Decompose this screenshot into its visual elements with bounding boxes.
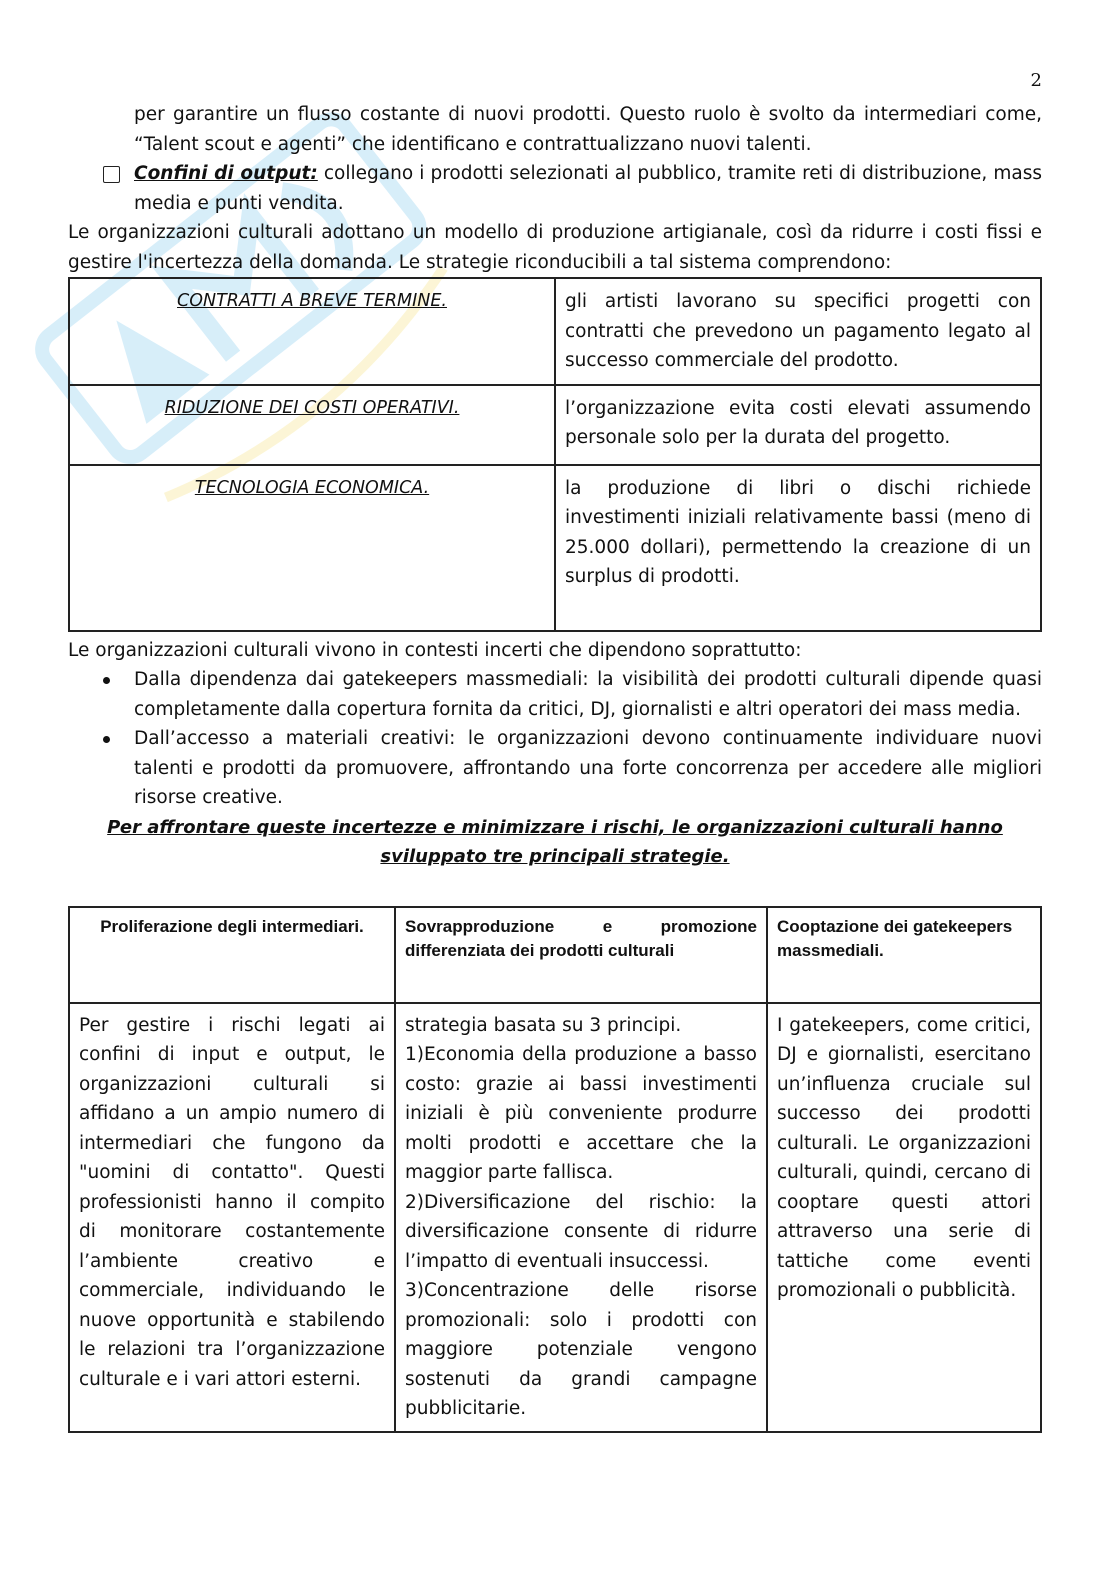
intro-continuation: per garantire un flusso costante di nuovi prodotti. Questo ruolo è svolto da intermediari come, “Talent scout e agenti” che identificano e contrattualizzano nuovi talenti. (134, 104, 1042, 155)
list-item (134, 665, 1042, 724)
table-row (69, 465, 1041, 631)
strategy-name: CONTRATTI A BREVE TERMINE. (69, 278, 555, 385)
table-row (69, 278, 1041, 385)
header-intermediaries: Proliferazione degli intermediari. (69, 907, 395, 1003)
production-model-paragraph: Le organizzazioni culturali adottano un modello di produzione artigianale, così da ridurre i costi fissi e gestire l'incertezza della domanda. Le strategie riconducibili a tal sistema comprendono: (68, 222, 1042, 273)
main-strategies-table (68, 906, 1042, 1433)
bullet-text: Dall’accesso a materiali creativi: le organizzazioni devono continuamente individuare nuovi talenti e prodotti da promuovere, affrontando una forte concorrenza per accedere alle migliori risorse creative. (134, 728, 1042, 808)
bullet-icon (103, 677, 110, 684)
strategy-name: TECNOLOGIA ECONOMICA. (69, 465, 555, 631)
principle-line: 3)Concentrazione delle risorse promozionali: solo i prodotti con maggiore potenziale vengono sostenuti da grandi campagne pubblicitarie. (405, 1280, 757, 1419)
output-boundaries-item (134, 159, 1042, 218)
cell-cooptation: I gatekeepers, come critici, DJ e giornalisti, esercitano un’influenza cruciale sul successo dei prodotti culturali. Le organizzazioni culturali, quindi, cercano di cooptare questi attori attraverso una serie di tattiche come eventi promozionali o pubblicità. (767, 1003, 1041, 1432)
bullet-text: Dalla dipendenza dai gatekeepers massmediali: la visibilità dei prodotti culturali dipende quasi completamente dalla copertura fornita da critici, DJ, giornalisti e altri operatori dei mass media. (134, 669, 1042, 720)
principle-line: 1)Economia della produzione a basso costo: grazie ai bassi investimenti iniziali è più conveniente produrre molti prodotti e accettare che la maggior parte fallisca. (405, 1044, 757, 1183)
cell-intermediaries: Per gestire i rischi legati ai confini di input e output, le organizzazioni culturali si affidano a un ampio numero di intermediari che fungono da "uomini di contatto". Questi professionisti hanno il compito di monitorare costantemente l’ambiente creativo e commerciale, individuando le nuove opportunità e stabilendo le relazioni tra l’organizzazione culturale e i vari attori esterni. (69, 1003, 395, 1432)
strategy-description: l’organizzazione evita costi elevati assumendo personale solo per la durata del progetto. (555, 385, 1041, 465)
strategies-heading: Per affrontare queste incertezze e minimizzare i rischi, le organizzazioni culturali hanno sviluppato tre principali strategie. (107, 816, 1003, 867)
strategy-description: la produzione di libri o dischi richiede investimenti iniziali relativamente bassi (meno di 25.000 dollari), permettendo la creazione di un surplus di prodotti. (555, 465, 1041, 631)
table-row (69, 1003, 1041, 1432)
output-boundaries-label: Confini di output: (134, 163, 318, 184)
header-cooptation: Cooptazione dei gatekeepers massmediali. (767, 907, 1041, 1003)
strategy-name: RIDUZIONE DEI COSTI OPERATIVI. (69, 385, 555, 465)
table-header-row (69, 907, 1041, 1003)
contexts-paragraph: Le organizzazioni culturali vivono in contesti incerti che dipendono soprattutto: (68, 639, 802, 661)
strategy-description: gli artisti lavorano su specifici progetti con contratti che prevedono un pagamento legato al successo commerciale del prodotto. (555, 278, 1041, 385)
list-item (134, 724, 1042, 813)
output-boundaries-text: collegano i prodotti selezionati al pubblico, tramite reti di distribuzione, mass media e punti vendita. (134, 163, 1043, 214)
principle-line: 2)Diversificazione del rischio: la diversificazione consente di ridurre l’impatto di eventuali insuccessi. (405, 1191, 757, 1272)
craft-strategies-table (68, 277, 1042, 632)
bullet-icon (103, 736, 110, 743)
cell-overproduction (395, 1003, 767, 1432)
document-body (68, 100, 1042, 1433)
table-row (69, 385, 1041, 465)
principle-line: strategia basata su 3 principi. (405, 1014, 682, 1036)
header-overproduction: Sovrapproduzione e promozione differenziata dei prodotti culturali (395, 907, 767, 1003)
checkbox-icon[interactable] (103, 166, 120, 183)
page-number: 2 (1030, 70, 1042, 91)
